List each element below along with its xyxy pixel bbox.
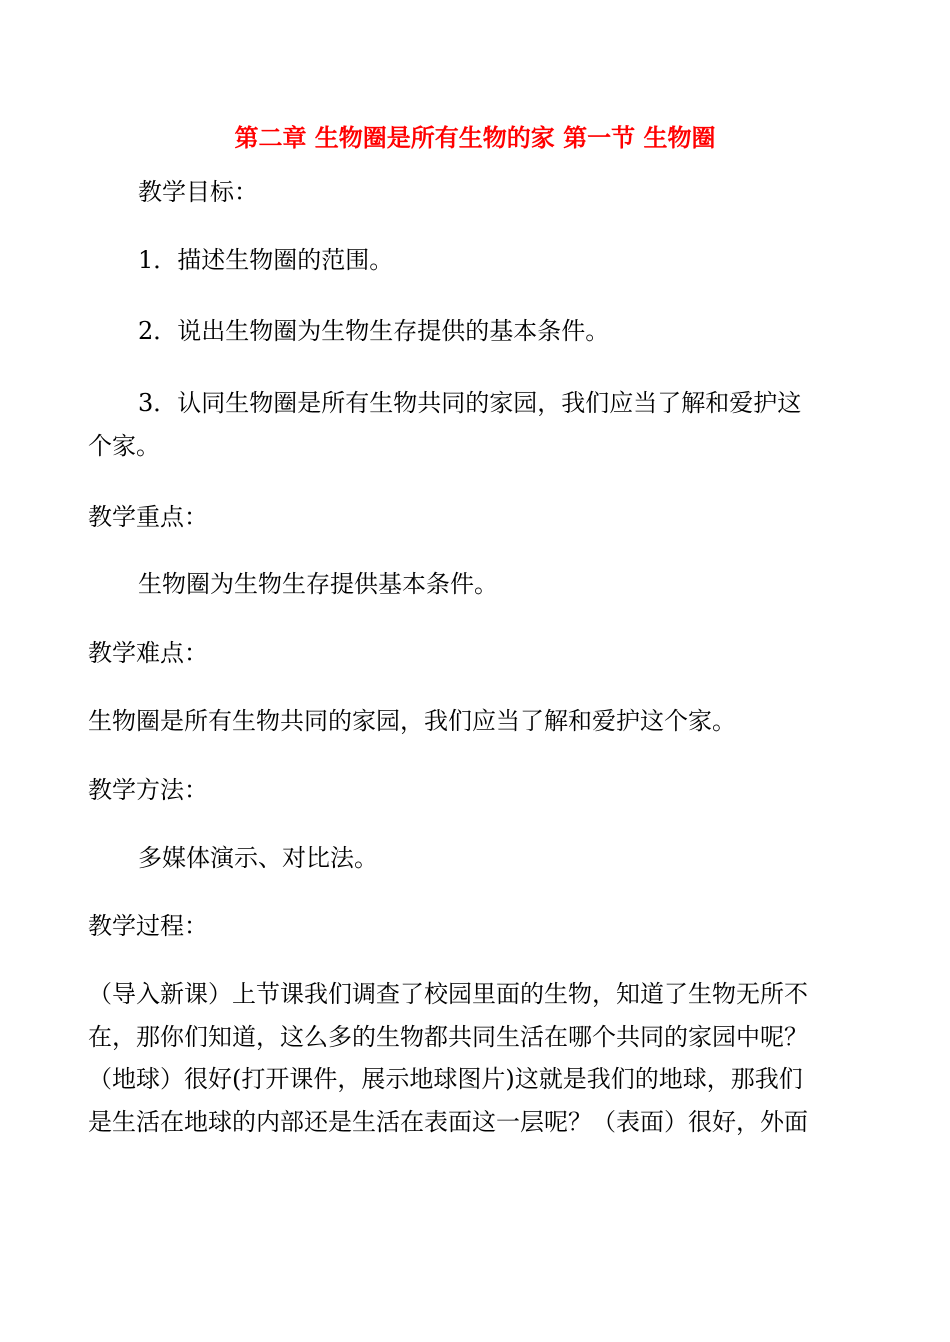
objectives-heading: 教学目标： <box>138 178 258 206</box>
method-heading: 教学方法： <box>88 776 208 804</box>
objective-item-3-line-1: 3．认同生物圈是所有生物共同的家园，我们应当了解和爱护这 <box>138 389 802 417</box>
process-line: （导入新课）上节课我们调查了校园里面的生物，知道了生物无所不 <box>88 980 808 1008</box>
key-point-text: 生物圈为生物生存提供基本条件。 <box>138 570 498 598</box>
difficulty-text: 生物圈是所有生物共同的家园，我们应当了解和爱护这个家。 <box>88 707 736 735</box>
process-line: 是生活在地球的内部还是生活在表面这一层呢？（表面）很好，外面 <box>88 1107 808 1136</box>
process-line: 在，那你们知道，这么多的生物都共同生活在哪个共同的家园中呢？ <box>88 1022 808 1051</box>
document-title: 第二章 生物圈是所有生物的家 第一节 生物圈 <box>234 123 716 152</box>
method-text: 多媒体演示、对比法。 <box>138 844 378 872</box>
process-paragraph <box>88 973 858 1143</box>
objective-item-2: 2．说出生物圈为生物生存提供的基本条件。 <box>138 317 610 345</box>
process-line: （地球）很好(打开课件，展示地球图片)这就是我们的地球，那我们 <box>88 1065 803 1093</box>
objective-item-3-line-2: 个家。 <box>88 432 160 460</box>
objective-item-1: 1．描述生物圈的范围。 <box>138 246 394 274</box>
key-point-heading: 教学重点： <box>88 503 208 531</box>
process-heading: 教学过程： <box>88 912 208 940</box>
difficulty-heading: 教学难点： <box>88 639 208 667</box>
